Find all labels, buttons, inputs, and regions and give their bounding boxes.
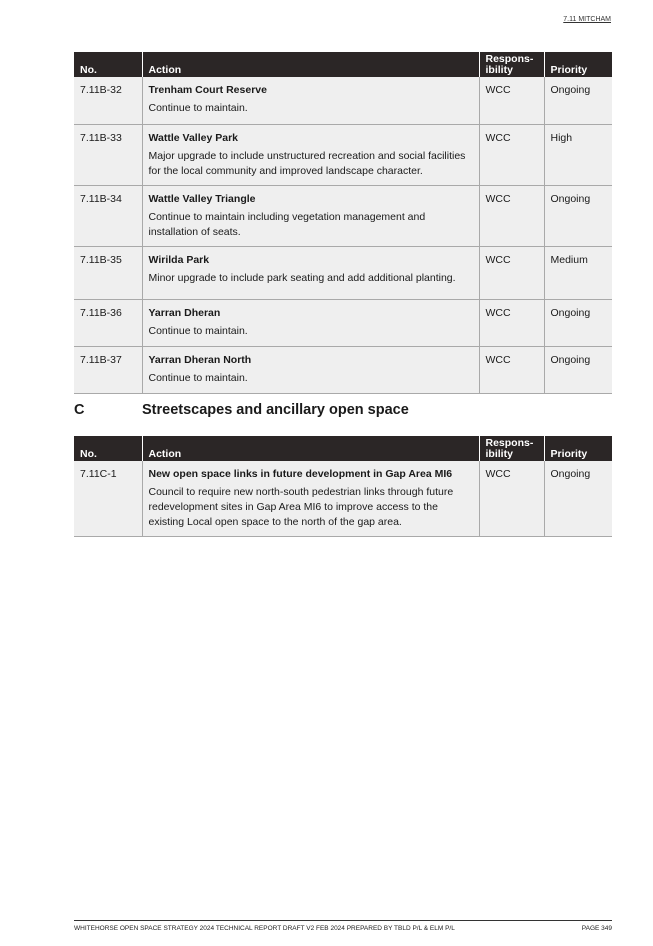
priority-cell: Ongoing — [544, 77, 612, 124]
column-header-priority: Priority — [544, 52, 612, 77]
responsibility-cell: WCC — [479, 185, 544, 246]
responsibility-line-1: Respons- — [485, 437, 534, 449]
action-number: 7.11B-36 — [74, 299, 142, 346]
column-header-no: No. — [74, 436, 142, 461]
action-number: 7.11B-33 — [74, 124, 142, 185]
priority-cell: High — [544, 124, 612, 185]
table-row — [74, 461, 612, 537]
action-description: Council to require new north-south pedestrian links through future redevelopment sites in Gap Area MI6 to improve access to the existing Local open space to the north of the gap area. — [148, 486, 454, 528]
column-header-action: Action — [142, 436, 479, 461]
action-title: Wattle Valley Triangle — [148, 192, 256, 205]
table-header-row — [74, 52, 612, 77]
responsibility-cell: WCC — [479, 346, 544, 393]
page-footer — [74, 920, 612, 932]
action-description: Continue to maintain. — [148, 102, 248, 114]
action-number: 7.11B-35 — [74, 246, 142, 299]
actions-table-c — [74, 436, 612, 537]
action-description: Continue to maintain including vegetation management and installation of seats. — [148, 210, 426, 238]
section-letter: C — [74, 402, 85, 418]
responsibility-cell: WCC — [479, 246, 544, 299]
table-row — [74, 124, 612, 185]
responsibility-line-2: ibility — [485, 448, 513, 460]
column-header-responsibility — [479, 52, 544, 77]
action-cell — [142, 461, 479, 537]
table-row — [74, 299, 612, 346]
table-header-row — [74, 436, 612, 461]
action-cell — [142, 346, 479, 393]
table-row — [74, 346, 612, 393]
action-description: Continue to maintain. — [148, 371, 248, 384]
action-title: Yarran Dheran — [148, 306, 221, 319]
action-cell — [142, 246, 479, 299]
priority-cell: Ongoing — [544, 299, 612, 346]
action-title: New open space links in future development in Gap Area MI6 — [148, 468, 453, 480]
responsibility-line-1: Respons- — [485, 53, 534, 65]
action-title: Wattle Valley Park — [148, 131, 238, 144]
priority-cell: Ongoing — [544, 346, 612, 393]
table-row — [74, 77, 612, 124]
priority-cell: Ongoing — [544, 185, 612, 246]
responsibility-cell: WCC — [479, 461, 544, 537]
responsibility-line-2: ibility — [485, 64, 513, 76]
column-header-responsibility — [479, 436, 544, 461]
responsibility-cell: WCC — [479, 77, 544, 124]
action-number: 7.11C-1 — [74, 461, 142, 537]
action-title: Trenham Court Reserve — [148, 84, 267, 96]
priority-cell: Ongoing — [544, 461, 612, 537]
action-number: 7.11B-34 — [74, 185, 142, 246]
action-title: Wirilda Park — [148, 253, 210, 266]
action-number: 7.11B-32 — [74, 77, 142, 124]
section-title: Streetscapes and ancillary open space — [142, 402, 409, 418]
footer-report-info: WHITEHORSE OPEN SPACE STRATEGY 2024 TECHNICAL REPORT DRAFT V2 FEB 2024 PREPARED BY TBLD P/L & ELM P/L — [74, 925, 455, 932]
action-description: Major upgrade to include unstructured recreation and social facilities for the local community and improved landscape character. — [148, 149, 466, 177]
footer-page-number: PAGE 349 — [581, 925, 612, 932]
action-cell — [142, 185, 479, 246]
action-cell — [142, 77, 479, 124]
table-row — [74, 185, 612, 246]
table-row — [74, 246, 612, 299]
responsibility-cell: WCC — [479, 299, 544, 346]
action-cell — [142, 299, 479, 346]
column-header-action: Action — [142, 52, 479, 77]
action-title: Yarran Dheran North — [148, 353, 252, 366]
action-number: 7.11B-37 — [74, 346, 142, 393]
column-header-priority: Priority — [544, 436, 612, 461]
action-cell — [142, 124, 479, 185]
responsibility-cell: WCC — [479, 124, 544, 185]
column-header-no: No. — [74, 52, 142, 77]
action-description: Minor upgrade to include park seating and add additional planting. — [148, 271, 456, 284]
running-head: 7.11 MITCHAM — [563, 16, 611, 23]
actions-table-b — [74, 52, 612, 394]
priority-cell: Medium — [544, 246, 612, 299]
action-description: Continue to maintain. — [148, 324, 248, 337]
